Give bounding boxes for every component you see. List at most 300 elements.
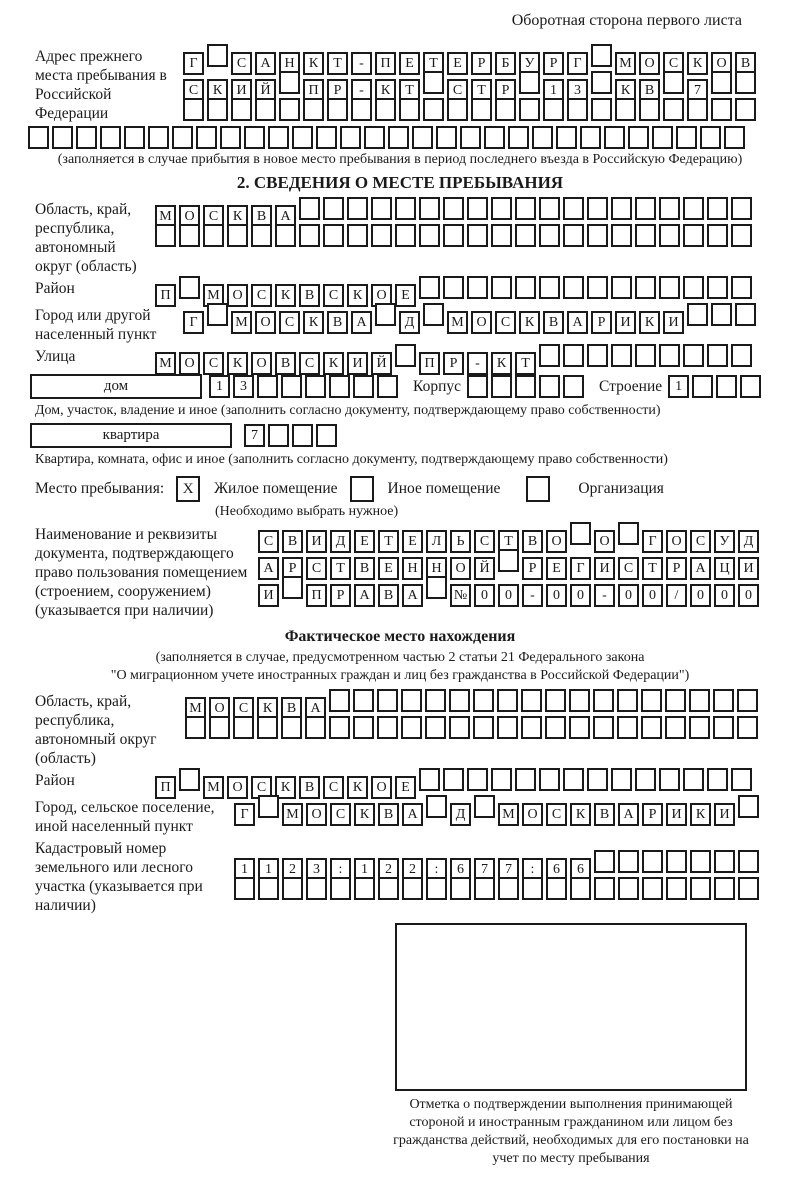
form-cell[interactable] bbox=[443, 197, 464, 220]
form-cell[interactable] bbox=[713, 689, 734, 712]
form-cell[interactable] bbox=[692, 375, 713, 398]
form-cell[interactable] bbox=[580, 126, 601, 149]
form-cell[interactable]: Б bbox=[495, 52, 516, 75]
form-cell[interactable]: А bbox=[402, 803, 423, 826]
form-cell[interactable] bbox=[714, 850, 735, 873]
form-cell-row[interactable] bbox=[234, 850, 762, 877]
form-cell[interactable]: Г bbox=[234, 803, 255, 826]
form-cell[interactable]: С bbox=[279, 311, 300, 334]
form-cell[interactable]: А bbox=[690, 557, 711, 580]
form-cell[interactable] bbox=[618, 522, 639, 545]
form-cell[interactable] bbox=[587, 224, 608, 247]
form-cell[interactable]: 0 bbox=[498, 584, 519, 607]
form-cell[interactable] bbox=[399, 98, 420, 121]
form-cell[interactable]: В bbox=[299, 776, 320, 799]
form-cell[interactable]: К bbox=[491, 352, 512, 375]
form-cell[interactable]: Р bbox=[471, 52, 492, 75]
form-cell-row[interactable] bbox=[183, 98, 759, 121]
form-cell[interactable]: Д bbox=[450, 803, 471, 826]
form-cell[interactable]: Г bbox=[570, 557, 591, 580]
form-cell[interactable]: 0 bbox=[714, 584, 735, 607]
form-cell[interactable] bbox=[299, 224, 320, 247]
form-cell[interactable] bbox=[594, 877, 615, 900]
form-cell[interactable]: С bbox=[323, 776, 344, 799]
form-cell[interactable] bbox=[258, 795, 279, 818]
form-cell[interactable] bbox=[491, 276, 512, 299]
form-cell[interactable]: 1 bbox=[668, 375, 689, 398]
form-cell[interactable]: В bbox=[639, 79, 660, 102]
form-cell[interactable] bbox=[185, 716, 206, 739]
form-cell[interactable] bbox=[594, 850, 615, 873]
form-cell[interactable] bbox=[28, 126, 49, 149]
form-cell[interactable]: Н bbox=[279, 52, 300, 75]
form-cell[interactable]: А bbox=[275, 205, 296, 228]
form-cell[interactable]: Р bbox=[591, 311, 612, 334]
house-number-cells[interactable] bbox=[209, 375, 401, 398]
form-cell[interactable]: 3 bbox=[306, 858, 327, 881]
form-cell[interactable]: Е bbox=[395, 284, 416, 307]
form-cell[interactable] bbox=[303, 98, 324, 121]
form-cell[interactable]: С bbox=[203, 205, 224, 228]
form-cell[interactable]: Т bbox=[330, 557, 351, 580]
form-cell[interactable] bbox=[305, 716, 326, 739]
form-cell[interactable] bbox=[731, 344, 752, 367]
form-cell[interactable]: Т bbox=[327, 52, 348, 75]
form-cell[interactable] bbox=[735, 98, 756, 121]
form-cell[interactable] bbox=[375, 98, 396, 121]
form-cell[interactable] bbox=[491, 197, 512, 220]
form-cell[interactable] bbox=[426, 795, 447, 818]
form-cell[interactable] bbox=[545, 689, 566, 712]
form-cell[interactable]: О bbox=[371, 776, 392, 799]
form-cell[interactable]: С bbox=[546, 803, 567, 826]
form-cell[interactable]: И bbox=[615, 311, 636, 334]
form-cell[interactable] bbox=[419, 197, 440, 220]
actual-district-cell-row[interactable] bbox=[155, 768, 755, 795]
form-cell[interactable]: В bbox=[594, 803, 615, 826]
form-cell[interactable] bbox=[497, 716, 518, 739]
form-cell[interactable] bbox=[460, 126, 481, 149]
form-cell[interactable] bbox=[731, 768, 752, 791]
form-cell[interactable]: С bbox=[251, 284, 272, 307]
form-cell[interactable]: 3 bbox=[567, 79, 588, 102]
form-cell[interactable]: Р bbox=[522, 557, 543, 580]
form-cell[interactable] bbox=[353, 375, 374, 398]
form-cell[interactable]: Т bbox=[642, 557, 663, 580]
form-cell[interactable]: К bbox=[615, 79, 636, 102]
form-cell[interactable]: С bbox=[299, 352, 320, 375]
form-cell[interactable] bbox=[659, 768, 680, 791]
form-cell[interactable] bbox=[449, 716, 470, 739]
city-cell-row[interactable] bbox=[183, 303, 759, 330]
form-cell[interactable] bbox=[563, 197, 584, 220]
street-cell-row[interactable] bbox=[155, 344, 755, 371]
form-cell[interactable] bbox=[735, 71, 756, 94]
form-cell[interactable] bbox=[591, 98, 612, 121]
form-cell[interactable] bbox=[659, 276, 680, 299]
form-cell[interactable]: Р bbox=[330, 584, 351, 607]
form-cell[interactable] bbox=[426, 576, 447, 599]
form-cell[interactable] bbox=[257, 375, 278, 398]
form-cell[interactable] bbox=[539, 375, 560, 398]
form-cell[interactable] bbox=[329, 716, 350, 739]
form-cell[interactable] bbox=[683, 344, 704, 367]
form-cell[interactable] bbox=[124, 126, 145, 149]
stroenie-cells[interactable] bbox=[668, 375, 764, 398]
checkbox-other-premises[interactable] bbox=[350, 476, 374, 502]
form-cell[interactable]: К bbox=[323, 352, 344, 375]
form-cell[interactable] bbox=[738, 877, 759, 900]
form-cell-row[interactable] bbox=[183, 44, 759, 71]
form-cell[interactable]: Г bbox=[183, 311, 204, 334]
form-cell[interactable]: Е bbox=[402, 530, 423, 553]
form-cell[interactable]: О bbox=[546, 530, 567, 553]
form-cell[interactable] bbox=[563, 344, 584, 367]
form-cell[interactable] bbox=[543, 98, 564, 121]
form-cell[interactable]: М bbox=[203, 284, 224, 307]
form-cell[interactable] bbox=[711, 98, 732, 121]
form-cell[interactable] bbox=[635, 276, 656, 299]
form-cell[interactable]: К bbox=[375, 79, 396, 102]
form-cell[interactable]: М bbox=[155, 205, 176, 228]
form-cell[interactable] bbox=[556, 126, 577, 149]
form-cell[interactable] bbox=[593, 716, 614, 739]
form-cell[interactable]: Е bbox=[395, 776, 416, 799]
form-cell[interactable]: И bbox=[231, 79, 252, 102]
prev-address-cell-grid[interactable] bbox=[183, 44, 759, 125]
form-cell[interactable]: В bbox=[299, 284, 320, 307]
form-cell[interactable]: 0 bbox=[618, 584, 639, 607]
form-cell[interactable]: - bbox=[351, 52, 372, 75]
form-cell[interactable]: И bbox=[738, 557, 759, 580]
form-cell[interactable] bbox=[251, 224, 272, 247]
form-cell[interactable] bbox=[515, 276, 536, 299]
form-cell[interactable] bbox=[665, 716, 686, 739]
form-cell[interactable] bbox=[707, 276, 728, 299]
form-cell[interactable] bbox=[611, 344, 632, 367]
form-cell[interactable]: / bbox=[666, 584, 687, 607]
form-cell[interactable] bbox=[737, 689, 758, 712]
form-cell[interactable] bbox=[591, 44, 612, 67]
form-cell[interactable] bbox=[731, 224, 752, 247]
form-cell[interactable] bbox=[676, 126, 697, 149]
form-cell[interactable]: С bbox=[663, 52, 684, 75]
form-cell[interactable] bbox=[148, 126, 169, 149]
form-cell[interactable] bbox=[714, 877, 735, 900]
form-cell[interactable] bbox=[447, 98, 468, 121]
form-cell[interactable] bbox=[617, 716, 638, 739]
form-cell[interactable]: 2 bbox=[402, 858, 423, 881]
form-cell[interactable] bbox=[690, 850, 711, 873]
form-cell[interactable]: М bbox=[155, 352, 176, 375]
form-cell[interactable] bbox=[615, 98, 636, 121]
form-cell[interactable] bbox=[255, 98, 276, 121]
form-cell[interactable]: И bbox=[666, 803, 687, 826]
actual-city-cell-row[interactable] bbox=[234, 795, 762, 822]
form-cell[interactable]: И bbox=[258, 584, 279, 607]
form-cell[interactable]: А bbox=[354, 584, 375, 607]
form-cell[interactable] bbox=[593, 689, 614, 712]
form-cell[interactable]: О bbox=[371, 284, 392, 307]
form-cell[interactable] bbox=[683, 768, 704, 791]
form-cell[interactable]: В bbox=[378, 584, 399, 607]
form-cell[interactable] bbox=[474, 795, 495, 818]
form-cell[interactable]: В bbox=[543, 311, 564, 334]
form-cell[interactable] bbox=[497, 689, 518, 712]
form-cell[interactable]: Т bbox=[423, 52, 444, 75]
form-cell[interactable] bbox=[611, 768, 632, 791]
form-cell[interactable] bbox=[329, 689, 350, 712]
form-cell[interactable]: 1 bbox=[234, 858, 255, 881]
form-cell[interactable] bbox=[659, 197, 680, 220]
form-cell[interactable]: Н bbox=[426, 557, 447, 580]
form-cell[interactable] bbox=[299, 197, 320, 220]
form-cell[interactable]: 0 bbox=[642, 584, 663, 607]
form-cell[interactable] bbox=[521, 689, 542, 712]
form-cell[interactable] bbox=[707, 197, 728, 220]
form-cell[interactable]: Р bbox=[443, 352, 464, 375]
form-cell[interactable] bbox=[738, 850, 759, 873]
form-cell[interactable] bbox=[690, 877, 711, 900]
form-cell[interactable] bbox=[663, 71, 684, 94]
form-cell[interactable] bbox=[587, 344, 608, 367]
form-cell[interactable] bbox=[395, 224, 416, 247]
form-cell[interactable]: М bbox=[498, 803, 519, 826]
form-cell[interactable] bbox=[570, 522, 591, 545]
form-cell[interactable]: О bbox=[179, 352, 200, 375]
actual-region-cell-grid[interactable] bbox=[185, 689, 761, 743]
form-cell[interactable] bbox=[707, 224, 728, 247]
form-cell[interactable]: О bbox=[209, 697, 230, 720]
form-cell[interactable]: К bbox=[687, 52, 708, 75]
form-cell[interactable] bbox=[567, 98, 588, 121]
form-cell[interactable] bbox=[635, 197, 656, 220]
form-cell[interactable]: М bbox=[231, 311, 252, 334]
form-cell[interactable] bbox=[52, 126, 73, 149]
prev-address-extra-row[interactable] bbox=[28, 126, 800, 149]
form-cell[interactable] bbox=[443, 768, 464, 791]
form-cell[interactable]: Р bbox=[495, 79, 516, 102]
form-cell[interactable]: Ц bbox=[714, 557, 735, 580]
form-cell[interactable]: М bbox=[615, 52, 636, 75]
form-cell[interactable] bbox=[377, 716, 398, 739]
form-cell[interactable] bbox=[563, 768, 584, 791]
document-cell-grid[interactable] bbox=[258, 522, 762, 603]
form-cell[interactable]: А bbox=[402, 584, 423, 607]
form-cell[interactable] bbox=[539, 768, 560, 791]
form-cell[interactable] bbox=[443, 276, 464, 299]
form-cell[interactable]: Г bbox=[183, 52, 204, 75]
form-cell[interactable]: К bbox=[347, 284, 368, 307]
form-cell[interactable] bbox=[666, 850, 687, 873]
form-cell[interactable]: Д bbox=[330, 530, 351, 553]
form-cell[interactable]: П bbox=[419, 352, 440, 375]
form-cell[interactable] bbox=[738, 795, 759, 818]
form-cell[interactable]: К bbox=[519, 311, 540, 334]
form-cell[interactable] bbox=[515, 375, 536, 398]
form-cell[interactable]: К bbox=[207, 79, 228, 102]
form-cell[interactable] bbox=[532, 126, 553, 149]
form-cell[interactable] bbox=[515, 224, 536, 247]
form-cell[interactable] bbox=[196, 126, 217, 149]
form-cell[interactable]: Е bbox=[354, 530, 375, 553]
form-cell[interactable]: - bbox=[594, 584, 615, 607]
form-cell[interactable]: С bbox=[330, 803, 351, 826]
korpus-cells[interactable] bbox=[467, 375, 587, 398]
form-cell[interactable]: В bbox=[354, 557, 375, 580]
form-cell[interactable] bbox=[244, 126, 265, 149]
form-cell[interactable]: 7 bbox=[474, 858, 495, 881]
form-cell[interactable]: С bbox=[233, 697, 254, 720]
form-cell[interactable]: 1 bbox=[209, 375, 230, 398]
form-cell[interactable] bbox=[220, 126, 241, 149]
form-cell[interactable] bbox=[641, 716, 662, 739]
form-cell[interactable]: А bbox=[567, 311, 588, 334]
form-cell[interactable]: № bbox=[450, 584, 471, 607]
form-cell[interactable]: А bbox=[255, 52, 276, 75]
form-cell[interactable] bbox=[515, 768, 536, 791]
form-cell[interactable]: П bbox=[375, 52, 396, 75]
form-cell[interactable] bbox=[491, 768, 512, 791]
form-cell[interactable]: Т bbox=[498, 530, 519, 553]
form-cell[interactable]: Т bbox=[471, 79, 492, 102]
form-cell[interactable] bbox=[740, 375, 761, 398]
cadastral-cell-grid[interactable] bbox=[234, 836, 762, 904]
form-cell[interactable]: В bbox=[282, 530, 303, 553]
form-cell[interactable] bbox=[327, 98, 348, 121]
form-cell[interactable] bbox=[587, 768, 608, 791]
form-cell[interactable] bbox=[659, 224, 680, 247]
form-cell[interactable] bbox=[652, 126, 673, 149]
form-cell[interactable] bbox=[611, 276, 632, 299]
form-cell[interactable] bbox=[282, 877, 303, 900]
form-cell[interactable] bbox=[659, 344, 680, 367]
form-cell[interactable] bbox=[292, 424, 313, 447]
form-cell[interactable]: В bbox=[251, 205, 272, 228]
form-cell[interactable]: О bbox=[251, 352, 272, 375]
form-cell[interactable] bbox=[635, 768, 656, 791]
form-cell[interactable]: М bbox=[185, 697, 206, 720]
form-cell[interactable] bbox=[467, 197, 488, 220]
form-cell[interactable] bbox=[707, 344, 728, 367]
form-cell[interactable] bbox=[519, 98, 540, 121]
district-cell-row[interactable] bbox=[155, 276, 755, 303]
form-cell[interactable] bbox=[172, 126, 193, 149]
form-cell[interactable]: : bbox=[330, 858, 351, 881]
form-cell[interactable]: Р bbox=[282, 557, 303, 580]
form-cell[interactable]: : bbox=[522, 858, 543, 881]
form-cell[interactable]: К bbox=[227, 352, 248, 375]
form-cell[interactable] bbox=[683, 276, 704, 299]
form-cell[interactable] bbox=[713, 716, 734, 739]
form-cell[interactable] bbox=[587, 276, 608, 299]
form-cell[interactable]: С bbox=[690, 530, 711, 553]
form-cell[interactable] bbox=[450, 877, 471, 900]
form-cell[interactable]: С bbox=[323, 284, 344, 307]
apartment-number-cells[interactable] bbox=[244, 424, 340, 447]
form-cell[interactable]: О bbox=[306, 803, 327, 826]
form-cell[interactable] bbox=[711, 71, 732, 94]
form-cell[interactable]: С bbox=[447, 79, 468, 102]
form-cell[interactable] bbox=[563, 375, 584, 398]
form-cell[interactable] bbox=[467, 224, 488, 247]
form-cell[interactable] bbox=[642, 850, 663, 873]
form-cell[interactable] bbox=[474, 877, 495, 900]
form-cell[interactable]: К bbox=[347, 776, 368, 799]
form-cell[interactable]: Т bbox=[515, 352, 536, 375]
form-cell-row[interactable] bbox=[234, 877, 762, 900]
form-cell[interactable] bbox=[663, 98, 684, 121]
form-cell[interactable] bbox=[545, 716, 566, 739]
form-cell[interactable]: 0 bbox=[474, 584, 495, 607]
form-cell[interactable] bbox=[618, 877, 639, 900]
form-cell[interactable]: К bbox=[275, 284, 296, 307]
form-cell[interactable] bbox=[329, 375, 350, 398]
form-cell[interactable]: 0 bbox=[546, 584, 567, 607]
form-cell[interactable] bbox=[347, 224, 368, 247]
form-cell[interactable] bbox=[467, 276, 488, 299]
form-cell[interactable] bbox=[539, 197, 560, 220]
form-cell[interactable] bbox=[292, 126, 313, 149]
form-cell[interactable] bbox=[521, 716, 542, 739]
form-cell[interactable]: 0 bbox=[738, 584, 759, 607]
form-cell[interactable]: С bbox=[251, 776, 272, 799]
form-cell[interactable]: 2 bbox=[378, 858, 399, 881]
form-cell[interactable] bbox=[207, 98, 228, 121]
form-cell[interactable]: 1 bbox=[258, 858, 279, 881]
form-cell[interactable] bbox=[207, 44, 228, 67]
form-cell[interactable]: Е bbox=[546, 557, 567, 580]
form-cell[interactable] bbox=[402, 877, 423, 900]
form-cell[interactable]: 7 bbox=[498, 858, 519, 881]
form-cell[interactable] bbox=[257, 716, 278, 739]
form-cell[interactable]: Й bbox=[474, 557, 495, 580]
form-cell[interactable]: Й bbox=[371, 352, 392, 375]
form-cell[interactable] bbox=[569, 716, 590, 739]
form-cell[interactable]: К bbox=[303, 52, 324, 75]
form-cell[interactable]: В bbox=[275, 352, 296, 375]
form-cell-row[interactable] bbox=[258, 576, 762, 603]
form-cell[interactable]: О bbox=[711, 52, 732, 75]
form-cell[interactable] bbox=[323, 197, 344, 220]
form-cell[interactable]: О bbox=[471, 311, 492, 334]
form-cell[interactable]: : bbox=[426, 858, 447, 881]
form-cell[interactable]: И bbox=[306, 530, 327, 553]
form-cell[interactable] bbox=[436, 126, 457, 149]
form-cell[interactable]: К bbox=[257, 697, 278, 720]
form-cell[interactable] bbox=[716, 375, 737, 398]
form-cell[interactable] bbox=[209, 716, 230, 739]
form-cell[interactable] bbox=[539, 344, 560, 367]
form-cell-row[interactable] bbox=[258, 522, 762, 549]
form-cell[interactable]: 6 bbox=[450, 858, 471, 881]
form-cell[interactable] bbox=[639, 98, 660, 121]
form-cell[interactable]: Р bbox=[666, 557, 687, 580]
form-cell[interactable]: А bbox=[618, 803, 639, 826]
form-cell-row[interactable] bbox=[155, 197, 755, 224]
form-cell[interactable] bbox=[484, 126, 505, 149]
form-cell[interactable] bbox=[666, 877, 687, 900]
form-cell[interactable] bbox=[207, 303, 228, 326]
form-cell[interactable] bbox=[316, 424, 337, 447]
form-cell[interactable] bbox=[258, 877, 279, 900]
form-cell[interactable]: М bbox=[282, 803, 303, 826]
form-cell[interactable] bbox=[628, 126, 649, 149]
form-cell-row[interactable] bbox=[258, 549, 762, 576]
form-cell[interactable]: А bbox=[351, 311, 372, 334]
form-cell[interactable] bbox=[203, 224, 224, 247]
form-cell[interactable] bbox=[419, 224, 440, 247]
